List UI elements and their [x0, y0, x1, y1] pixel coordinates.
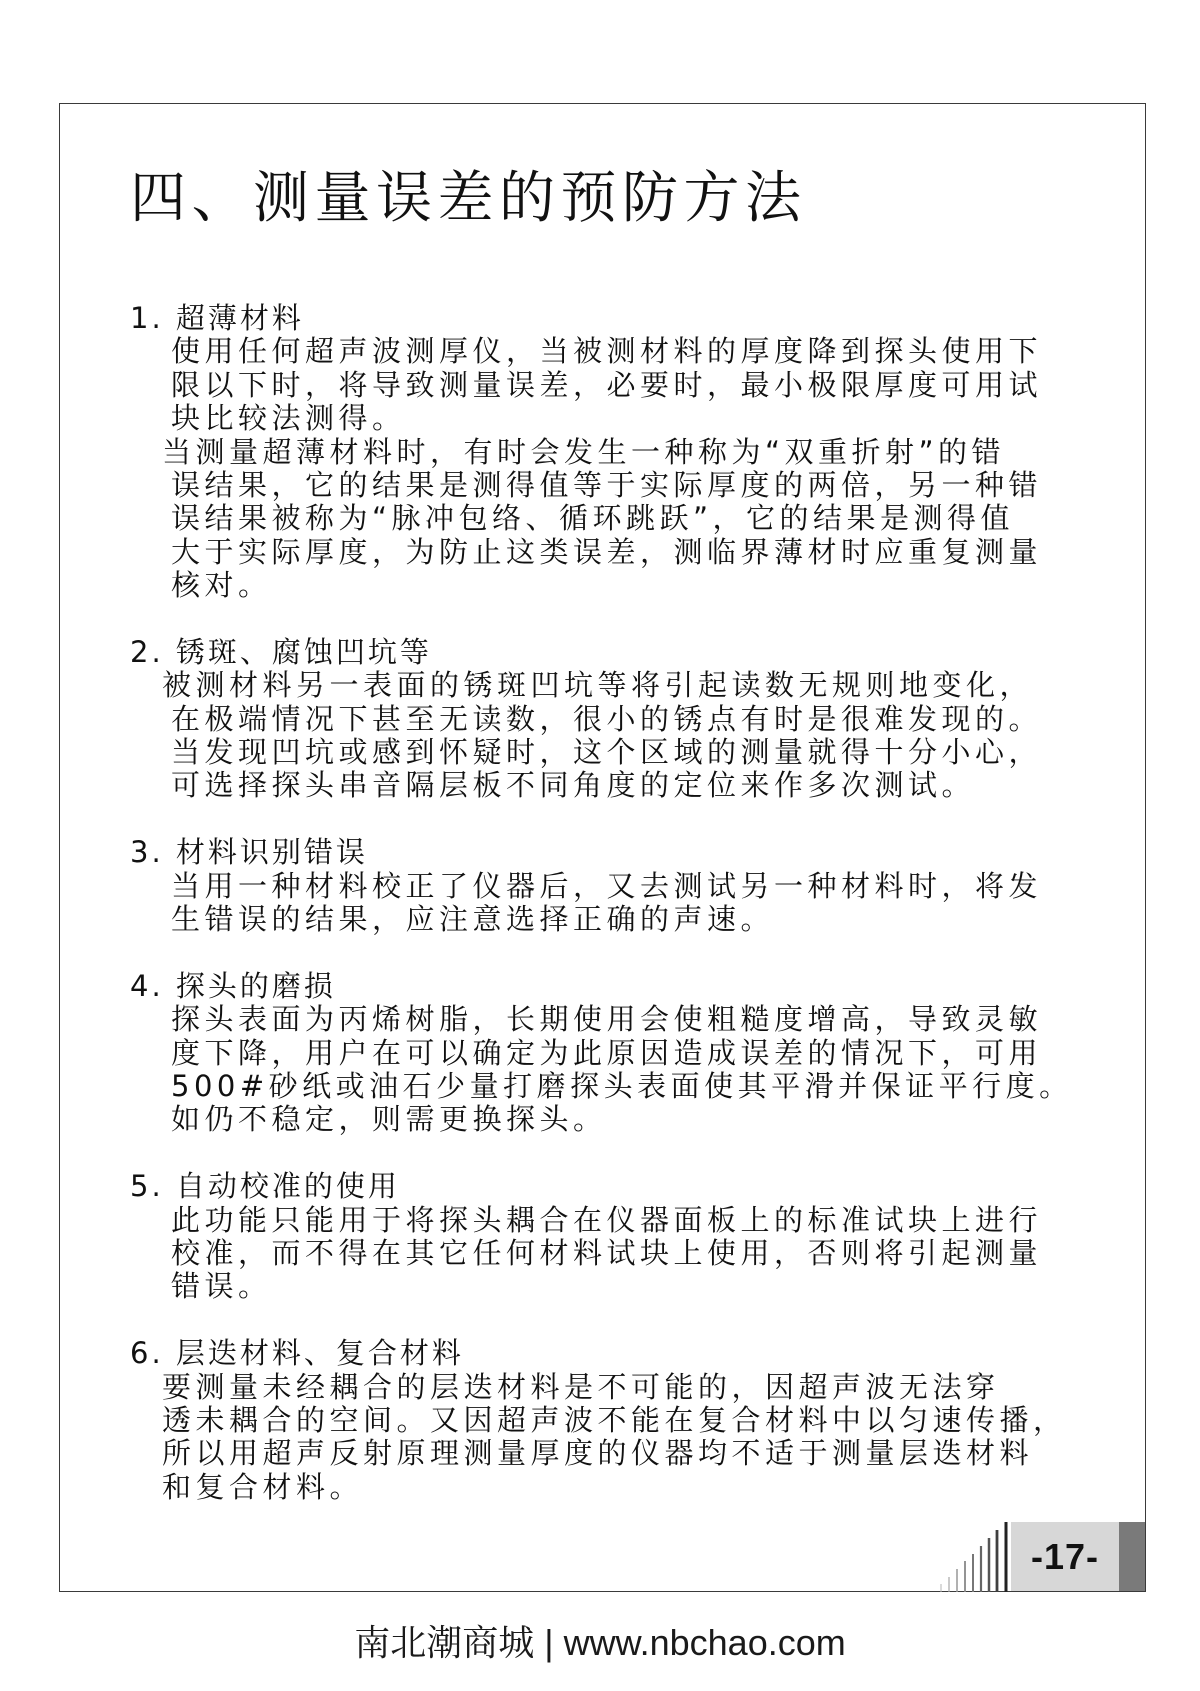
body-line: 当用一种材料校正了仪器后，又去测试另一种材料时，将发 — [171, 868, 1043, 903]
section-heading: 6. 层迭材料、复合材料 — [130, 1336, 464, 1371]
body-line: 核对。 — [171, 568, 272, 603]
body-line: 使用任何超声波测厚仪，当被测材料的厚度降到探头使用下 — [171, 334, 1043, 369]
body-line: 当测量超薄材料时，有时会发生一种称为“双重折射”的错 — [162, 434, 1006, 469]
body-line: 要测量未经耦合的层迭材料是不可能的，因超声波无法穿 — [162, 1369, 1000, 1404]
page-title: 四、测量误差的预防方法 — [130, 166, 807, 231]
body-line: 如仍不稳定，则需更换探头。 — [171, 1102, 607, 1137]
body-line: 误结果被称为“脉冲包络、循环跳跃”，它的结果是测得值 — [171, 501, 1015, 536]
section-heading: 1. 超薄材料 — [130, 301, 304, 335]
body-line: 可选择探头串音隔层板不同角度的定位来作多次测试。 — [171, 768, 976, 803]
page-number-box — [1011, 1522, 1119, 1591]
section-4 — [130, 970, 1120, 1137]
corner-stripes-decoration — [938, 1522, 1010, 1592]
body-line: 被测材料另一表面的锈斑凹坑等将引起读数无规则地变化， — [162, 668, 1034, 703]
page-number: -17- — [1030, 1535, 1100, 1577]
body-line: 透未耦合的空间。又因超声波不能在复合材料中以匀速传播， — [162, 1402, 1067, 1437]
section-3 — [130, 836, 1120, 936]
body-line: 当发现凹坑或感到怀疑时，这个区域的测量就得十分小心， — [171, 735, 1043, 770]
footer-watermark: 南北潮商城 | www.nbchao.com — [354, 1622, 846, 1663]
section-heading: 4. 探头的磨损 — [130, 968, 336, 1003]
section-2 — [130, 636, 1120, 803]
body-line: 校准，而不得在其它任何材料试块上使用，否则将引起测量 — [171, 1235, 1043, 1270]
body-line: 所以用超声反射原理测量厚度的仪器均不适于测量层迭材料 — [162, 1436, 1034, 1471]
section-heading: 5. 自动校准的使用 — [130, 1169, 400, 1204]
section-6 — [130, 1337, 1120, 1504]
body-line: 误结果，它的结果是测得值等于实际厚度的两倍，另一种错 — [171, 467, 1043, 502]
section-5 — [130, 1170, 1120, 1304]
body-line: 错误。 — [171, 1269, 272, 1304]
section-1 — [130, 302, 1120, 603]
body-line: 度下降，用户在可以确定为此原因造成误差的情况下，可用 — [171, 1035, 1043, 1070]
body-line: 500#砂纸或油石少量打磨探头表面使其平滑并保证平行度。 — [171, 1068, 1073, 1103]
page-number-strip — [1119, 1522, 1145, 1591]
section-heading: 3. 材料识别错误 — [130, 835, 368, 870]
document-body — [130, 302, 1120, 1504]
body-line: 和复合材料。 — [162, 1469, 364, 1504]
body-line: 在极端情况下甚至无读数，很小的锈点有时是很难发现的。 — [171, 701, 1043, 736]
body-line: 探头表面为丙烯树脂，长期使用会使粗糙度增高，导致灵敏 — [171, 1002, 1043, 1037]
section-heading: 2. 锈斑、腐蚀凹坑等 — [130, 634, 432, 669]
body-line: 大于实际厚度，为防止这类误差，测临界薄材时应重复测量 — [171, 534, 1043, 569]
body-line: 此功能只能用于将探头耦合在仪器面板上的标准试块上进行 — [171, 1202, 1043, 1237]
body-line: 限以下时，将导致测量误差，必要时，最小极限厚度可用试 — [171, 367, 1043, 402]
body-line: 生错误的结果，应注意选择正确的声速。 — [171, 902, 775, 937]
body-line: 块比较法测得。 — [171, 401, 406, 436]
